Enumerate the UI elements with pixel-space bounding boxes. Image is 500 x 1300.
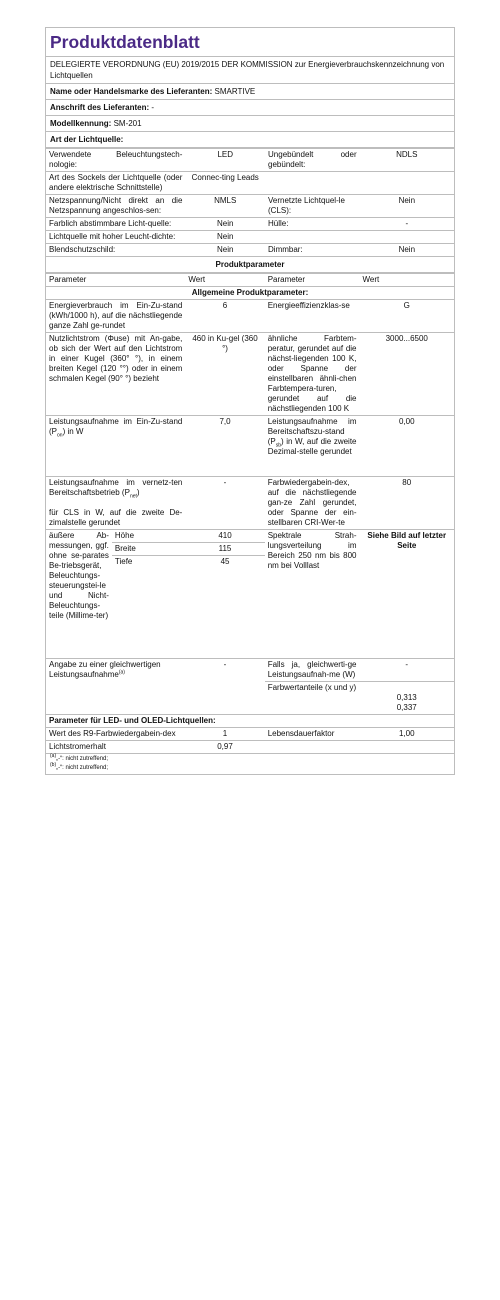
glare-value: Nein — [185, 244, 265, 257]
depth-value: 45 — [185, 556, 264, 659]
pon-label-text: ) in W — [62, 427, 84, 436]
address-value: - — [151, 103, 155, 112]
flux-label: Nutzlichtstrom (Φuse) mit An-gabe, ob sich der Wert auf den Lichtstrom in einer Kugel (360° °), in einem breiten Kegel (120 °°) oder in einem schmalen Kegel (90° °) bezieht — [46, 333, 185, 416]
footnote-b — [50, 764, 450, 773]
width-label: Breite — [112, 543, 185, 556]
supplier-value: SMARTIVE — [214, 87, 256, 96]
efficiency-class-value: G — [360, 300, 455, 333]
header-parameter: Parameter — [265, 274, 360, 287]
cls-value: Nein — [360, 195, 454, 218]
tunable-value: Nein — [185, 218, 265, 231]
empty-cell — [360, 741, 455, 754]
flux-value: 460 in Ku-gel (360 °) — [185, 333, 264, 416]
equivalent-power-label: Falls ja, gleichwerti-ge Leistungsaufnah-me (W) — [265, 659, 360, 682]
pnet-label — [46, 477, 185, 530]
light-source-type-heading: Art der Lichtquelle: — [46, 132, 454, 148]
chromaticity-x: 0,313 — [396, 693, 417, 702]
model-label: Modellkennung: — [50, 119, 112, 128]
empty-cell — [265, 231, 360, 244]
hull-label: Hülle: — [265, 218, 360, 231]
supplier-label: Name oder Handelsmarke des Lieferanten: — [50, 87, 213, 96]
light-source-table — [46, 148, 454, 257]
height-value: 410 — [185, 530, 264, 543]
footnote-marker: (a) — [118, 669, 125, 676]
pnet-label-text: Leistungsaufnahme im vernetz-ten Bereitschaftsbetrieb (P — [49, 478, 183, 497]
led-params-heading: Parameter für LED- und OLED-Lichtquellen: — [46, 715, 454, 728]
mains-value: NMLS — [185, 195, 265, 218]
product-params-heading: Produktparameter — [46, 257, 454, 273]
lifetime-factor-label: Lebensdauerfaktor — [265, 728, 360, 741]
product-params-table — [46, 273, 454, 754]
equivalent-value: - — [185, 659, 264, 715]
header-value: Wert — [360, 274, 455, 287]
psb-subscript: sb — [275, 442, 281, 449]
r9-label: Wert des R9-Farbwiedergabein-dex — [46, 728, 185, 741]
tunable-label: Farblich abstimmbare Licht-quelle: — [46, 218, 185, 231]
r9-value: 1 — [185, 728, 264, 741]
empty-cell — [265, 741, 360, 754]
lifetime-factor-value: 1,00 — [360, 728, 455, 741]
equivalent-power-value: - — [360, 659, 455, 682]
equivalent-label-text: Angabe zu einer gleichwertigen Leistungsaufnahme — [49, 660, 161, 679]
energy-value: 6 — [185, 300, 264, 333]
pon-label-text: Leistungsaufnahme im Ein-Zu-stand (P — [49, 417, 183, 436]
tech-label: Verwendete Beleuchtungstech-nologie: — [46, 149, 185, 172]
cri-label: Farbwiedergabein-dex, auf die nächstliegende gan-ze Zahl gerundet, oder Spanne der ein-stellbaren CRI-Wer-te — [265, 477, 360, 530]
mains-label: Netzspannung/Nicht direkt an die Netzspannung angeschlos-sen: — [46, 195, 185, 218]
width-value: 115 — [185, 543, 264, 556]
pnet-subscript: net — [129, 493, 137, 500]
height-label: Höhe — [112, 530, 185, 543]
hull-value: - — [360, 218, 454, 231]
spd-value: Siehe Bild auf letzter Seite — [360, 530, 455, 659]
cls-label: Vernetzte Lichtquel-le (CLS): — [265, 195, 360, 218]
psb-label — [265, 416, 360, 477]
bundled-value: NDLS — [360, 149, 454, 172]
pon-value: 7,0 — [185, 416, 264, 477]
bundled-label: Ungebündelt oder gebündelt: — [265, 149, 360, 172]
pnet-label-text: ) — [136, 488, 140, 497]
psb-label-text: Leistungsaufnahme im Bereitschaftszu-stand (P — [267, 417, 357, 446]
depth-label: Tiefe — [112, 556, 185, 659]
address-label: Anschrift des Lieferanten: — [50, 103, 150, 112]
pon-label — [46, 416, 185, 477]
page-title: Produktdatenblatt — [46, 28, 454, 57]
general-params-heading: Allgemeine Produktparameter: — [46, 287, 454, 300]
cri-value: 80 — [360, 477, 455, 530]
model-row — [46, 116, 454, 132]
footnote-text: „-“: nicht zutreffend; — [56, 756, 109, 762]
chromaticity-value — [360, 682, 455, 715]
spd-label: Spektrale Strah-lungsverteilung im Bereich 250 nm bis 800 nm bei Volllast — [265, 530, 360, 659]
psb-label-text: ) in W, auf die zweite Dezimal-stelle gerundet — [267, 437, 357, 456]
efficiency-class-label: Energieeffizienzklas-se — [265, 300, 360, 333]
psb-value: 0,00 — [360, 416, 455, 477]
supplier-row — [46, 84, 454, 100]
footnote-a — [50, 755, 450, 764]
cct-label: ähnliche Farbtem-peratur, gerundet auf die nächst-liegenden 100 K, oder Spanne der einstellbaren ähnli-chen Farbtempera-turen, gerundet auf die nächstliegenden 100 K — [265, 333, 360, 416]
high-luminance-label: Lichtquelle mit hoher Leucht-dichte: — [46, 231, 185, 244]
header-parameter: Parameter — [46, 274, 185, 287]
regulation-text: DELEGIERTE VERORDNUNG (EU) 2019/2015 DER KOMMISSION zur Energieverbrauchskennzeichnung von Lichtquellen — [46, 57, 454, 84]
address-row — [46, 100, 454, 116]
dimensions-label: äußere Ab-messungen, ggf. ohne se-parates Be-triebsgerät, Beleuchtungs-steuerungstei-le und Nicht-Beleuchtungs-teile (Millime-ter) — [46, 530, 112, 659]
lumen-maintenance-label: Lichtstromerhalt — [46, 741, 185, 754]
footnote-marker: (b) — [50, 762, 57, 768]
tech-value: LED — [185, 149, 265, 172]
footnote-marker: (a) — [50, 753, 57, 759]
pon-subscript: on — [57, 432, 63, 439]
header-value: Wert — [185, 274, 264, 287]
high-luminance-value: Nein — [185, 231, 265, 244]
empty-cell — [265, 172, 360, 195]
pnet-label-text: für CLS in W, auf die zweite De-zimalstelle gerundet — [49, 508, 183, 527]
empty-cell — [360, 172, 454, 195]
glare-label: Blendschutzschild: — [46, 244, 185, 257]
cct-value: 3000...6500 — [360, 333, 455, 416]
chromaticity-y: 0,337 — [396, 703, 417, 712]
socket-label: Art des Sockels der Lichtquelle (oder andere elektrische Schnittstelle) — [46, 172, 185, 195]
dimmable-label: Dimmbar: — [265, 244, 360, 257]
chromaticity-label: Farbwertanteile (x und y) — [265, 682, 360, 715]
lumen-maintenance-value: 0,97 — [185, 741, 264, 754]
model-value: SM-201 — [113, 119, 142, 128]
equivalent-label — [46, 659, 185, 715]
socket-value: Connec-ting Leads — [185, 172, 265, 195]
dimmable-value: Nein — [360, 244, 454, 257]
pnet-value: - — [185, 477, 264, 530]
footnotes — [46, 754, 454, 774]
empty-cell — [360, 231, 454, 244]
footnote-text: „-“: nicht zutreffend; — [56, 765, 109, 771]
product-datasheet — [45, 27, 455, 775]
energy-label: Energieverbrauch im Ein-Zu-stand (kWh/1000 h), auf die nächstliegende ganze Zahl ge-rundet — [46, 300, 185, 333]
